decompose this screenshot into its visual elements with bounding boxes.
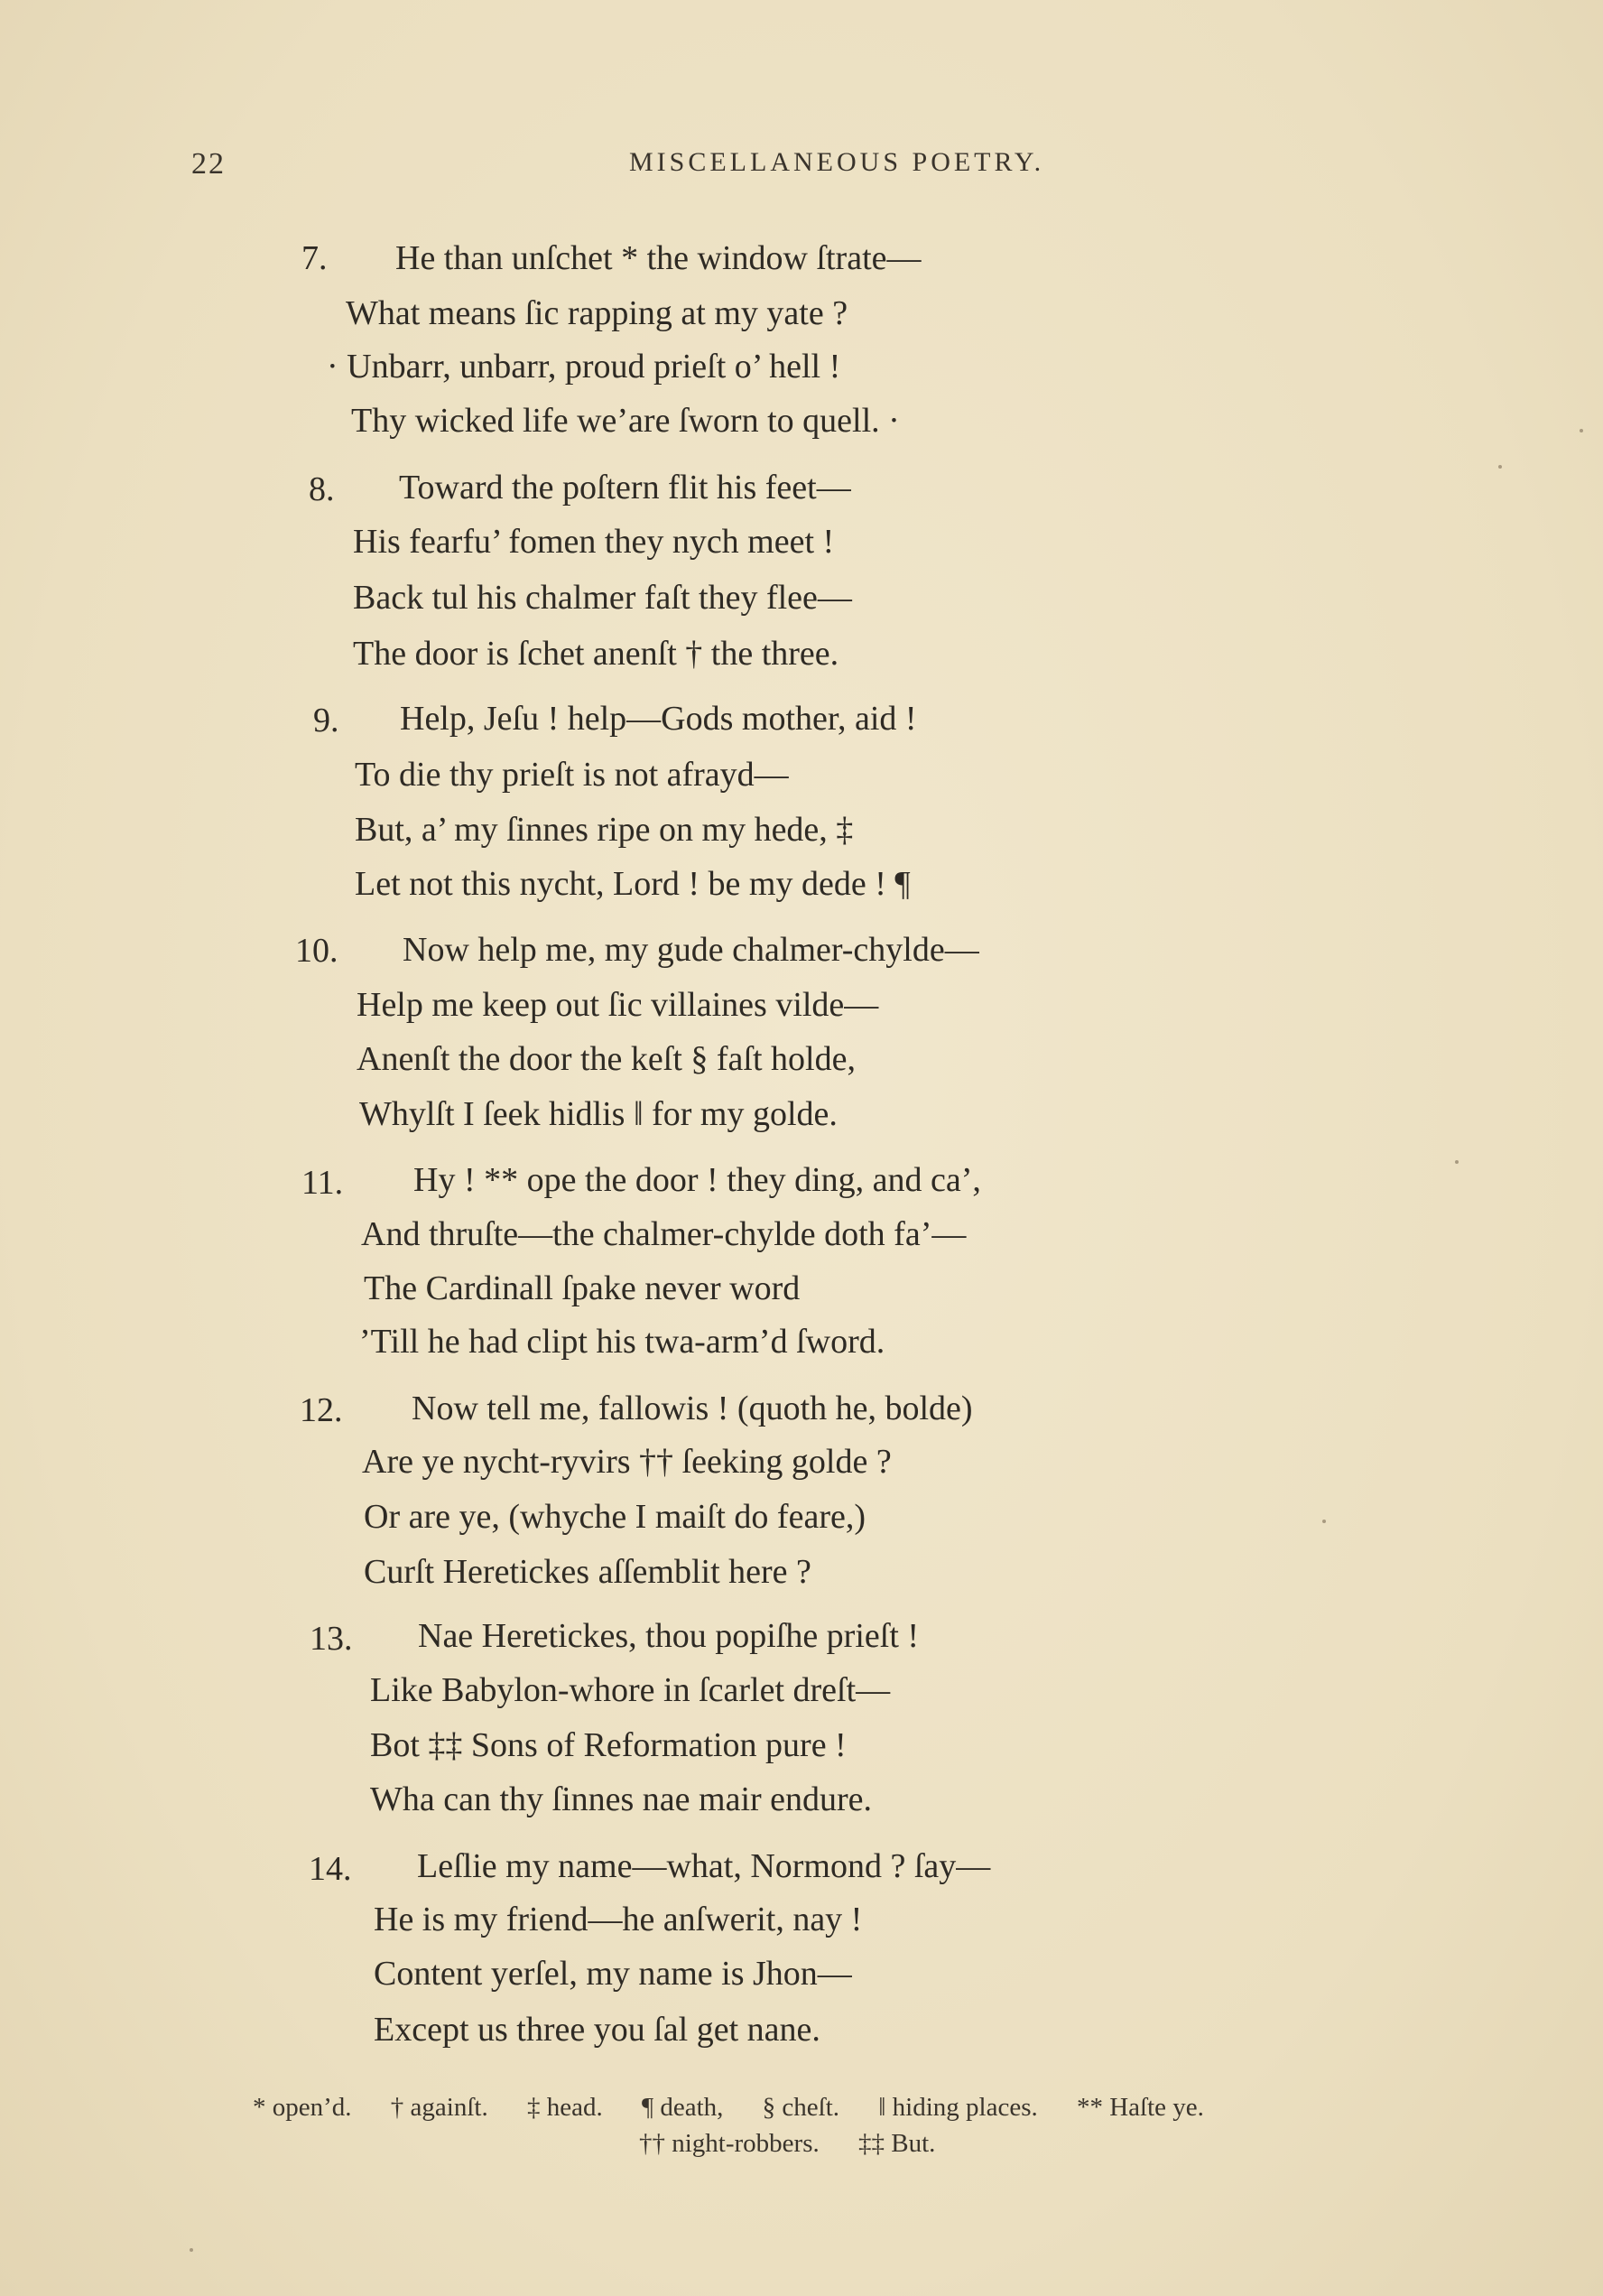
verse-line: ’Till he had clipt his twa-arm’d ſword. [359,1323,885,1361]
verse-line: And thruſte—the chalmer-chylde doth fa’— [361,1215,967,1253]
verse-line: The Cardinall ſpake never word [364,1269,801,1307]
verse-line: The door is ſchet anenſt † the three. [353,635,839,673]
verse-line: Anenſt the door the keſt § faſt holde, [357,1040,856,1078]
paper-speck [1455,1160,1459,1164]
verse-line: Now help me, my gude chalmer-chylde— [403,931,979,969]
running-title: MISCELLANEOUS POETRY. [629,147,1045,177]
verse-line: Bot ‡‡ Sons of Reformation pure ! [370,1726,847,1764]
paper-speck [1322,1520,1326,1523]
footnote: * open’d. [253,2093,352,2122]
verse-line: But, a’ my ſinnes ripe on my hede, ‡ [355,811,854,849]
verse-line: Back tul his chalmer faſt they flee— [353,579,852,617]
verse-line: Toward the poſtern flit his feet— [399,469,851,507]
verse-line: Content yerſel, my name is Jhon— [374,1955,852,1993]
verse-line: Leſlie my name—what, Normond ? ſay— [417,1847,991,1885]
verse-line: His fearfu’ fomen they nych meet ! [353,523,835,561]
footnote: ‖ hiding places. [878,2093,1038,2122]
stanza-number: 9. [313,702,339,739]
verse-line: Hy ! ** ope the door ! they ding, and ca’, [413,1161,981,1199]
footnote-row-2 [639,2129,935,2159]
footnote: ‡‡ But. [858,2129,936,2158]
stanza-number: 14. [309,1850,352,1888]
verse-line: · Unbarr, unbarr, proud prieſt o’ hell ! [327,348,841,386]
verse-line: Nae Heretickes, thou popiſhe prieſt ! [418,1617,920,1655]
footnote: †† night-robbers. [639,2129,820,2158]
footnote: ¶ death, [641,2093,724,2122]
verse-line: Wha can thy ſinnes nae mair endure. [370,1780,873,1818]
verse-line: Let not this nycht, Lord ! be my dede ! ¶ [355,865,911,903]
paper-speck [190,2248,193,2252]
verse-line: He than unſchet * the window ſtrate— [395,239,922,277]
verse-line: Except us three you ſal get nane. [374,2011,820,2049]
paper-speck [1580,429,1583,432]
footnote-row-1 [253,2093,1204,2123]
verse-line: Help me keep out ſic villaines vilde— [357,986,879,1024]
verse-line: He is my friend—he anſwerit, nay ! [374,1901,863,1938]
stanza-number: 12. [300,1391,343,1429]
verse-line: What means ſic rapping at my yate ? [346,294,848,332]
verse-line: Or are ye, (whyche I maiſt do feare,) [364,1498,866,1536]
verse-line: To die thy prieſt is not afrayd— [355,756,789,794]
footnote: ** Haſte ye. [1076,2093,1204,2122]
verse-line: Are ye nycht-ryvirs †† ſeeking golde ? [362,1443,892,1481]
verse-line: Now tell me, fallowis ! (quoth he, bolde) [412,1390,973,1427]
verse-line: Whylſt I ſeek hidlis ‖ for my golde. [359,1095,838,1133]
footnote: ‡ head. [526,2093,603,2122]
stanza-number: 11. [301,1164,344,1202]
paper-speck [1498,465,1502,469]
verse-line: Curſt Heretickes aſſemblit here ? [364,1553,811,1591]
footnote: † againſt. [390,2093,488,2122]
stanza-number: 7. [301,239,328,277]
stanza-number: 13. [310,1620,353,1658]
verse-line: Help, Jeſu ! help—Gods mother, aid ! [400,700,917,738]
stanza-number: 8. [309,470,335,508]
verse-line: Thy wicked life we’are ſworn to quell. · [351,402,900,440]
page-number: 22 [191,147,226,181]
stanza-number: 10. [295,932,338,970]
footnote: § cheſt. [762,2093,840,2122]
verse-line: Like Babylon-whore in ſcarlet dreſt— [370,1671,891,1709]
